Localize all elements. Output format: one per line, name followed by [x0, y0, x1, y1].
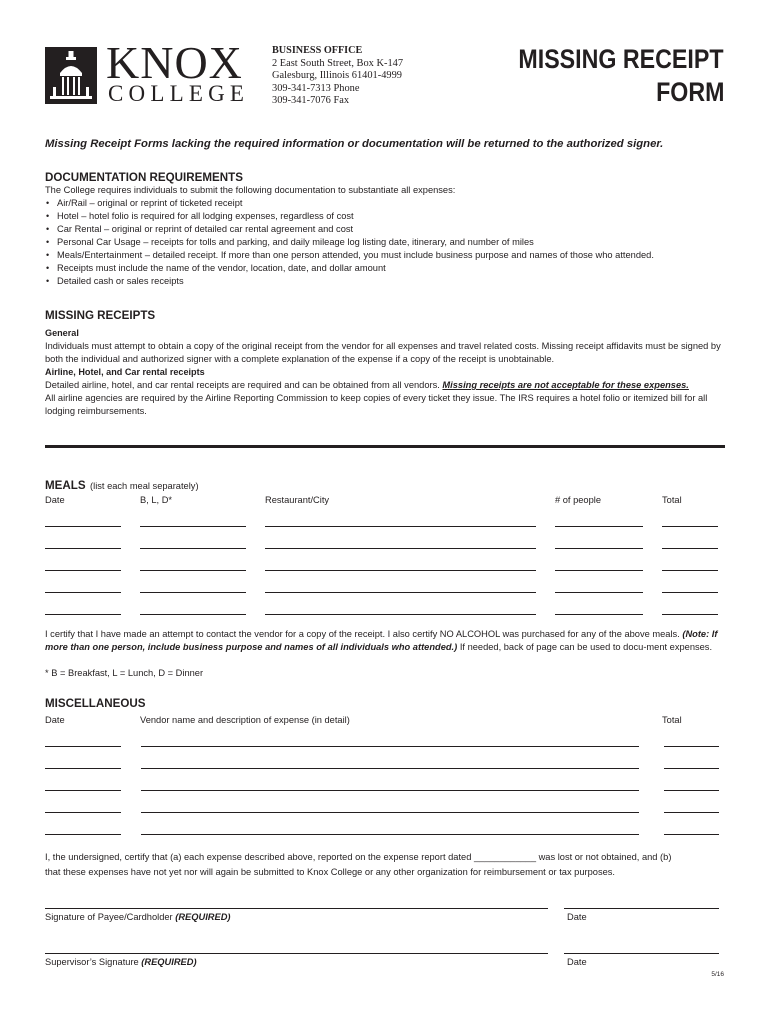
misc-vendor-field[interactable]	[141, 746, 639, 747]
meals-cert-a: I certify that I have made an attempt to contact the vendor for a copy of the receipt. I also certify NO ALCOHOL was purchased for any of the above meals.	[45, 629, 683, 639]
documentation-heading: DOCUMENTATION REQUIREMENTS	[45, 171, 243, 184]
airline-text-a: Detailed airline, hotel, and car rental receipts are required and can be obtained from all vendors.	[45, 380, 443, 390]
meals-heading-note: (list each meal separately)	[90, 481, 199, 491]
meal-restaurant-field[interactable]	[265, 592, 536, 593]
list-item: • Detailed cash or sales receipts	[45, 275, 735, 288]
address-line: 2 East South Street, Box K-147	[272, 57, 404, 69]
college-tower-logo-icon	[45, 47, 97, 104]
meal-people-field[interactable]	[555, 570, 643, 571]
meals-heading: MEALS	[45, 479, 86, 492]
meal-total-field[interactable]	[662, 570, 718, 571]
not-acceptable-emphasis: Missing receipts are not acceptable for these expenses.	[442, 380, 689, 390]
documentation-section	[45, 171, 735, 288]
documentation-intro: The College requires individuals to submit the following documentation to substantiate all expenses:	[45, 185, 456, 195]
meal-people-field[interactable]	[555, 548, 643, 549]
airline-text-b: All airline agencies are required by the Airline Reporting Commission to keep copies of every ticket they issue. The IRS requires a hotel folio or itemized bill for all lodging reimbursements.	[45, 393, 708, 416]
meal-total-field[interactable]	[662, 592, 718, 593]
meal-date-field[interactable]	[45, 548, 121, 549]
general-subheading: General	[45, 328, 79, 338]
missing-receipts-section	[45, 309, 725, 418]
meal-code-legend: * B = Breakfast, L = Lunch, D = Dinner	[45, 668, 204, 678]
supervisor-date-label: Date	[567, 957, 587, 967]
meal-type-field[interactable]	[140, 592, 246, 593]
misc-vendor-field[interactable]	[141, 812, 639, 813]
meals-col-restaurant: Restaurant/City	[265, 495, 330, 505]
meals-col-date: Date	[45, 495, 65, 505]
meal-restaurant-field[interactable]	[265, 548, 536, 549]
meal-restaurant-field[interactable]	[265, 614, 536, 615]
meal-restaurant-field[interactable]	[265, 570, 536, 571]
expense-certification-line1: I, the undersigned, certify that (a) each expense described above, reported on the expense report dated ____________ was lost or not obtained, and (b)	[45, 852, 672, 862]
meal-restaurant-field[interactable]	[265, 526, 536, 527]
meal-type-field[interactable]	[140, 526, 246, 527]
meals-col-total: Total	[662, 495, 682, 505]
list-item: • Receipts must include the name of the vendor, location, date, and dollar amount	[45, 262, 735, 275]
fax-line: 309-341-7076 Fax	[272, 95, 350, 107]
misc-col-vendor: Vendor name and description of expense (in detail)	[140, 715, 350, 725]
meals-cert-note: (Note: If more than one person, include business purpose and names of all individuals who attended.)	[45, 629, 718, 652]
supervisor-required-tag: (REQUIRED)	[141, 957, 197, 967]
meal-type-field[interactable]	[140, 570, 246, 571]
supervisor-signature-label	[45, 956, 197, 969]
meals-cert-b: If needed, back of page can be used to docu-ment expenses.	[457, 642, 713, 652]
meal-total-field[interactable]	[662, 614, 718, 615]
missing-receipts-heading: MISSING RECEIPTS	[45, 309, 156, 322]
airline-text	[45, 379, 725, 418]
payee-date-label: Date	[567, 912, 587, 922]
office-name: BUSINESS OFFICE	[272, 45, 363, 56]
list-item: • Air/Rail – original or reprint of ticketed receipt	[45, 197, 735, 210]
expense-certification-line2: that these expenses have not yet nor will again be submitted to Knox College or any other organization for reimbursement or tax purposes.	[45, 867, 616, 877]
misc-total-field[interactable]	[664, 812, 719, 813]
phone-line: 309-341-7313 Phone	[272, 82, 360, 94]
form-title-line2: FORM	[655, 77, 724, 107]
misc-vendor-field[interactable]	[141, 768, 639, 769]
logo-wordmark-knox: KNOX	[106, 37, 243, 88]
payee-date-field[interactable]	[564, 908, 719, 909]
form-title-line1: MISSING RECEIPT	[518, 44, 724, 74]
meal-total-field[interactable]	[662, 548, 718, 549]
address-line: Galesburg, Illinois 61401-4999	[272, 70, 402, 82]
misc-col-total: Total	[662, 715, 682, 725]
meals-certification	[45, 628, 725, 654]
misc-total-field[interactable]	[664, 834, 719, 835]
documentation-list	[45, 197, 735, 288]
misc-total-field[interactable]	[664, 790, 719, 791]
logo-wordmark-college: COLLEGE	[108, 81, 250, 106]
meals-col-meal: B, L, D*	[140, 495, 173, 505]
misc-total-field[interactable]	[664, 768, 719, 769]
meal-type-field[interactable]	[140, 614, 246, 615]
supervisor-label-text: Supervisor’s Signature	[45, 957, 142, 967]
meal-total-field[interactable]	[662, 526, 718, 527]
supervisor-signature-field[interactable]	[45, 953, 548, 954]
meal-type-field[interactable]	[140, 548, 246, 549]
list-item: • Personal Car Usage – receipts for tolls and parking, and daily mileage log listing date, itinerary, and number of miles	[45, 236, 735, 249]
list-item: • Meals/Entertainment – detailed receipt. If more than one person attended, you must include business purpose and names of those who attended.	[45, 249, 735, 262]
misc-vendor-field[interactable]	[141, 834, 639, 835]
misc-date-field[interactable]	[45, 834, 121, 835]
meal-date-field[interactable]	[45, 614, 121, 615]
misc-date-field[interactable]	[45, 790, 121, 791]
payee-signature-field[interactable]	[45, 908, 548, 909]
payee-signature-label	[45, 911, 231, 924]
airline-subheading: Airline, Hotel, and Car rental receipts	[45, 367, 205, 377]
meal-date-field[interactable]	[45, 570, 121, 571]
misc-heading: MISCELLANEOUS	[45, 697, 146, 710]
office-address-block	[272, 45, 403, 108]
meal-people-field[interactable]	[555, 592, 643, 593]
meal-people-field[interactable]	[555, 614, 643, 615]
meal-date-field[interactable]	[45, 592, 121, 593]
list-item: • Hotel – hotel folio is required for all lodging expenses, regardless of cost	[45, 210, 735, 223]
misc-date-field[interactable]	[45, 812, 121, 813]
section-divider	[45, 445, 725, 448]
misc-date-field[interactable]	[45, 746, 121, 747]
meal-date-field[interactable]	[45, 526, 121, 527]
meals-col-people: # of people	[555, 495, 602, 505]
list-item: • Car Rental – original or reprint of detailed car rental agreement and cost	[45, 223, 735, 236]
misc-date-field[interactable]	[45, 768, 121, 769]
meal-people-field[interactable]	[555, 526, 643, 527]
meals-heading-row	[45, 476, 199, 494]
misc-vendor-field[interactable]	[141, 790, 639, 791]
return-notice: Missing Receipt Forms lacking the required information or documentation will be returned to the authorized signer.	[45, 138, 664, 150]
payee-label-text: Signature of Payee/Cardholder	[45, 912, 176, 922]
payee-required-tag: (REQUIRED)	[175, 912, 231, 922]
misc-col-date: Date	[45, 715, 65, 725]
general-text: Individuals must attempt to obtain a copy of the original receipt from the vendor for all expenses and travel related costs. Missing receipt affidavits must be signed by both the individual and authorized signer with a complete explanation of the expense if a copy of the receipt is unobtainable.	[45, 341, 721, 364]
misc-total-field[interactable]	[664, 746, 719, 747]
supervisor-date-field[interactable]	[564, 953, 719, 954]
form-version: 5/16	[711, 971, 724, 978]
